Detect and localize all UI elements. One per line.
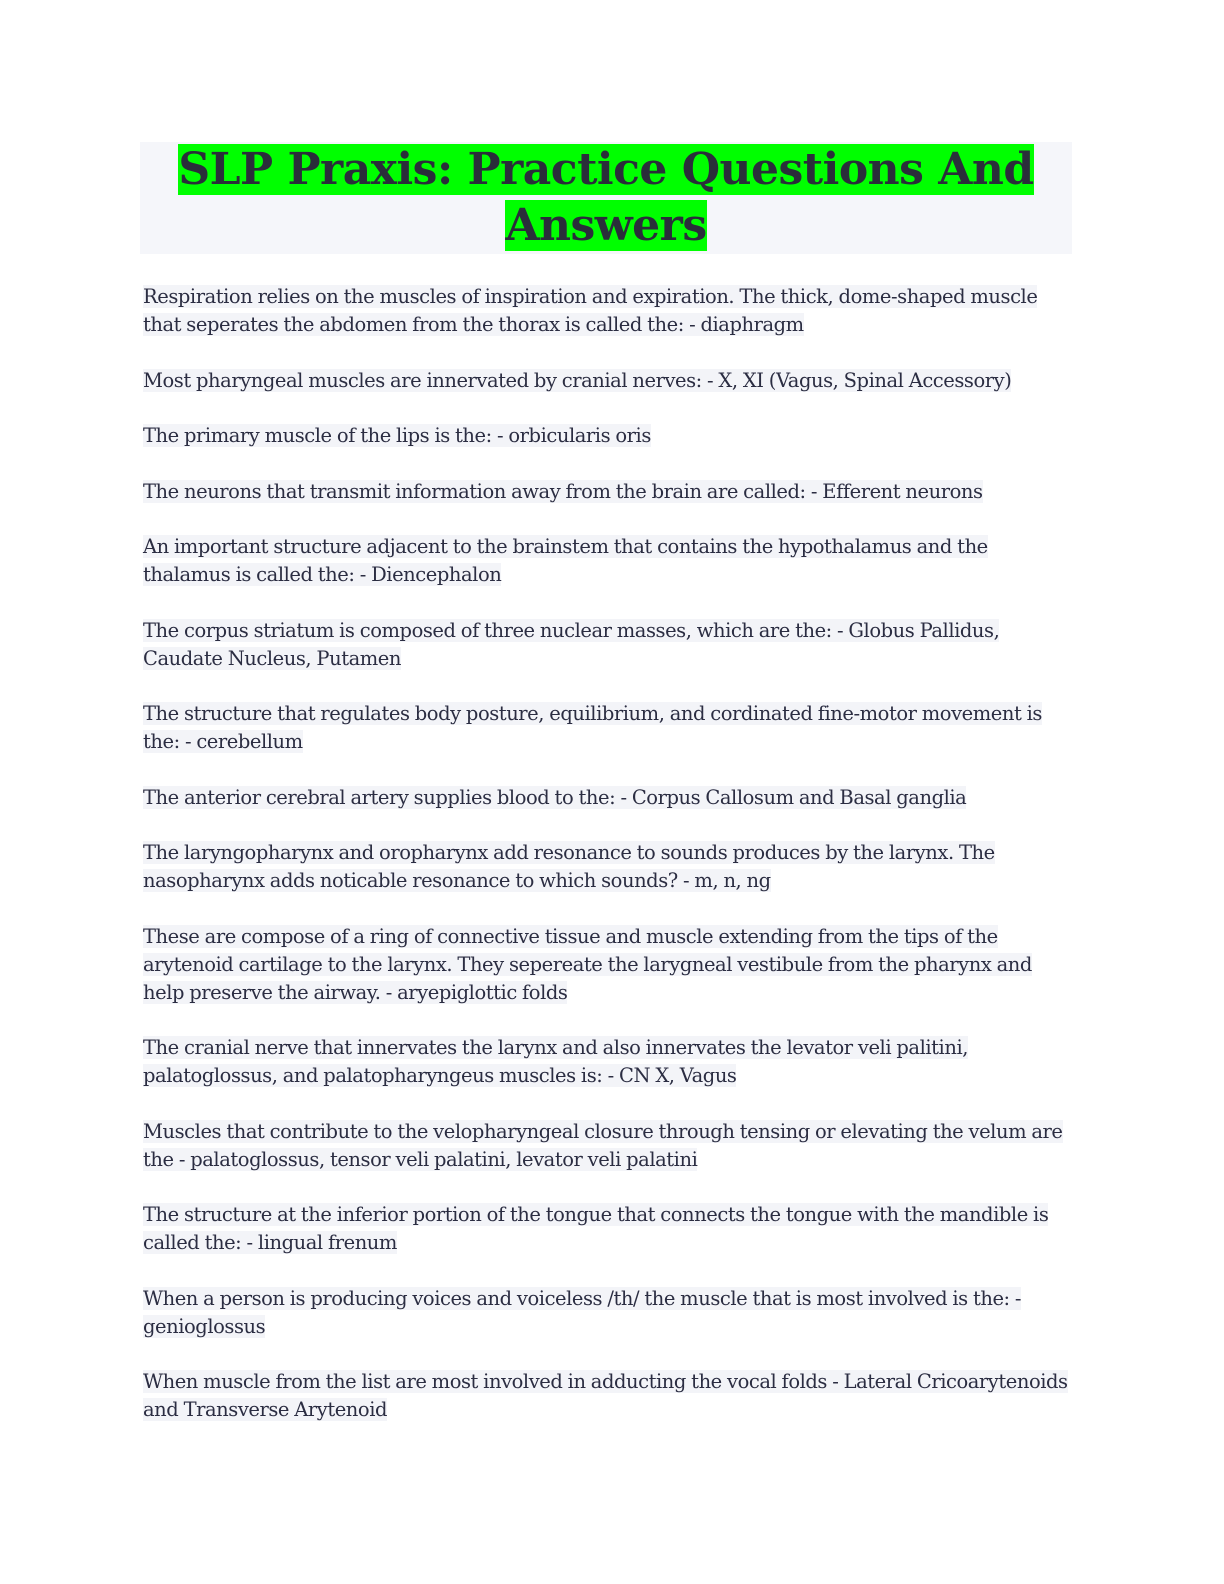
qa-text: The structure at the inferior portion of the tongue that connects the tongue with the mandible is called the: - lingual frenum [143,1203,1049,1254]
qa-text: The primary muscle of the lips is the: - orbicularis oris [143,424,651,447]
qa-text: The cranial nerve that innervates the larynx and also innervates the levator veli palitini, palatoglossus, and palatopharyngeus muscles is: - CN X, Vagus [143,1036,968,1087]
qa-item [143,839,1078,895]
qa-text: When muscle from the list are most involved in adducting the vocal folds - Lateral Cricoarytenoids and Transverse Arytenoid [143,1370,1068,1421]
qa-item [143,478,1078,506]
qa-text: When a person is producing voices and voiceless /th/ the muscle that is most involved is the: - genioglossus [143,1286,1022,1338]
document-title: SLP Praxis: Practice Questions And Answers [178,144,1034,251]
qa-item [143,283,1078,339]
qa-text: Muscles that contribute to the velopharyngeal closure through tensing or elevating the velum are the - palatoglossus, tensor veli palatini, levator veli palatini [143,1119,1063,1171]
qa-text: An important structure adjacent to the brainstem that contains the hypothalamus and the thalamus is called the: - Diencephalon [143,535,988,586]
qa-text: The laryngopharynx and oropharynx add resonance to sounds produces by the larynx. The nasopharynx adds noticable resonance to which sounds? - m, n, ng [143,841,995,892]
qa-text: The corpus striatum is composed of three nuclear masses, which are the: - Globus Pallidus, Caudate Nucleus, Putamen [143,618,1000,670]
qa-item [143,1118,1078,1174]
title-block [140,142,1072,254]
qa-item [143,533,1078,589]
qa-text: These are compose of a ring of connective tissue and muscle extending from the tips of the arytenoid cartilage to the larynx. They sepereate the larygneal vestibule from the pharynx and help preserve the airway. - aryepiglottic folds [143,924,1032,1004]
qa-text: The neurons that transmit information away from the brain are called: - Efferent neurons [143,479,983,503]
qa-item [143,923,1078,1007]
qa-item [143,617,1078,673]
qa-text: The structure that regulates body posture, equilibrium, and cordinated fine-motor movement is the: - cerebellum [143,702,1042,753]
qa-text: The anterior cerebral artery supplies blood to the: - Corpus Callosum and Basal ganglia [143,785,967,809]
qa-item [143,367,1078,395]
qa-item [143,784,1078,812]
qa-item [143,1368,1078,1424]
qa-item [143,1201,1078,1257]
qa-text: Most pharyngeal muscles are innervated by cranial nerves: - X, XI (Vagus, Spinal Accessory) [143,368,1012,392]
qa-text: Respiration relies on the muscles of inspiration and expiration. The thick, dome-shaped muscle that seperates the abdomen from the thorax is called the: - diaphragm [143,285,1038,336]
qa-list [143,283,1078,1452]
qa-item [143,422,1078,450]
qa-item [143,1285,1078,1341]
qa-item [143,700,1078,756]
qa-item [143,1034,1078,1090]
